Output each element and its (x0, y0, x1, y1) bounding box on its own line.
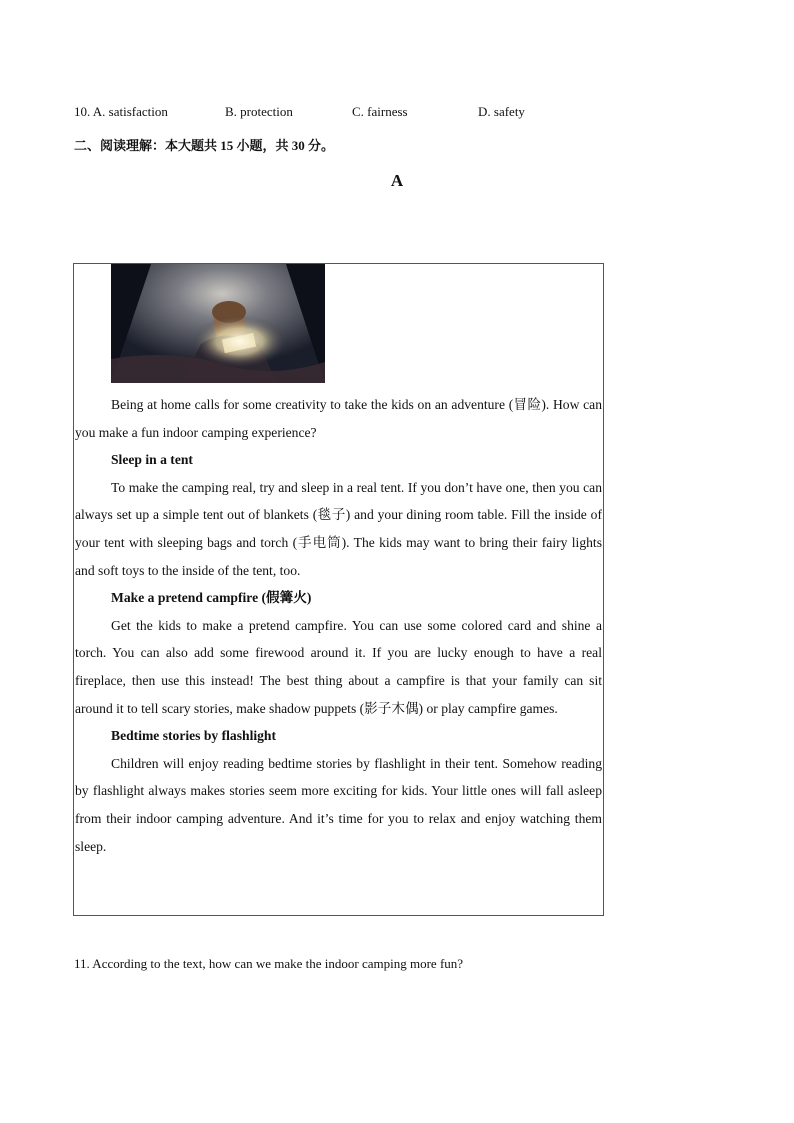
passage-label: A (390, 171, 404, 190)
passage-box (73, 263, 604, 916)
passage-intro: Being at home calls for some creativity to take the kids on an adventure (冒险). How can you make a fun indoor camping experience? (75, 397, 602, 440)
q10-option-b: B. protection (225, 104, 293, 119)
child-reading-image (111, 264, 325, 383)
section-body-flashlight: Children will enjoy reading bedtime stories by flashlight in their tent. Somehow reading by flashlight always makes stories seem more exciting for kids. Your little ones will fall asleep from their indoor camping adventure. And it’s time for you to relax and enjoy watching them sleep. (75, 755, 602, 854)
q10-option-d: D. safety (478, 104, 525, 119)
section-heading-flashlight: Bedtime stories by flashlight (111, 728, 277, 744)
question-11: 11. According to the text, how can we make the indoor camping more fun? (74, 956, 464, 971)
q10-option-c: C. fairness (352, 104, 408, 119)
passage-photo (111, 264, 325, 383)
section-body-tent: To make the camping real, try and sleep in a real tent. If you don’t have one, then you can always set up a simple tent out of blankets (毯子) and your dining room table. Fill the inside of your tent with sleeping bags and torch (手电筒). The kids may want to bring their fairy lights and soft toys to the inside of the tent, too. (75, 479, 602, 578)
section-heading-tent: Sleep in a tent (111, 452, 193, 468)
passage-text (75, 391, 602, 860)
q10-option-a: 10. A. satisfaction (74, 104, 168, 119)
section-heading-campfire: Make a pretend campfire (假篝火) (111, 590, 312, 606)
section-title: 二、阅读理解：本大题共 15 小题，共 30 分。 (74, 138, 335, 153)
section-body-campfire: Get the kids to make a pretend campfire. You can use some colored card and shine a torch. You can also add some firewood around it. If you are lucky enough to have a real fireplace, then use this instead! The best thing about a campfire is that your family can sit around it to tell scary stories, make shadow puppets (影子木偶) or play campfire games. (75, 617, 602, 716)
